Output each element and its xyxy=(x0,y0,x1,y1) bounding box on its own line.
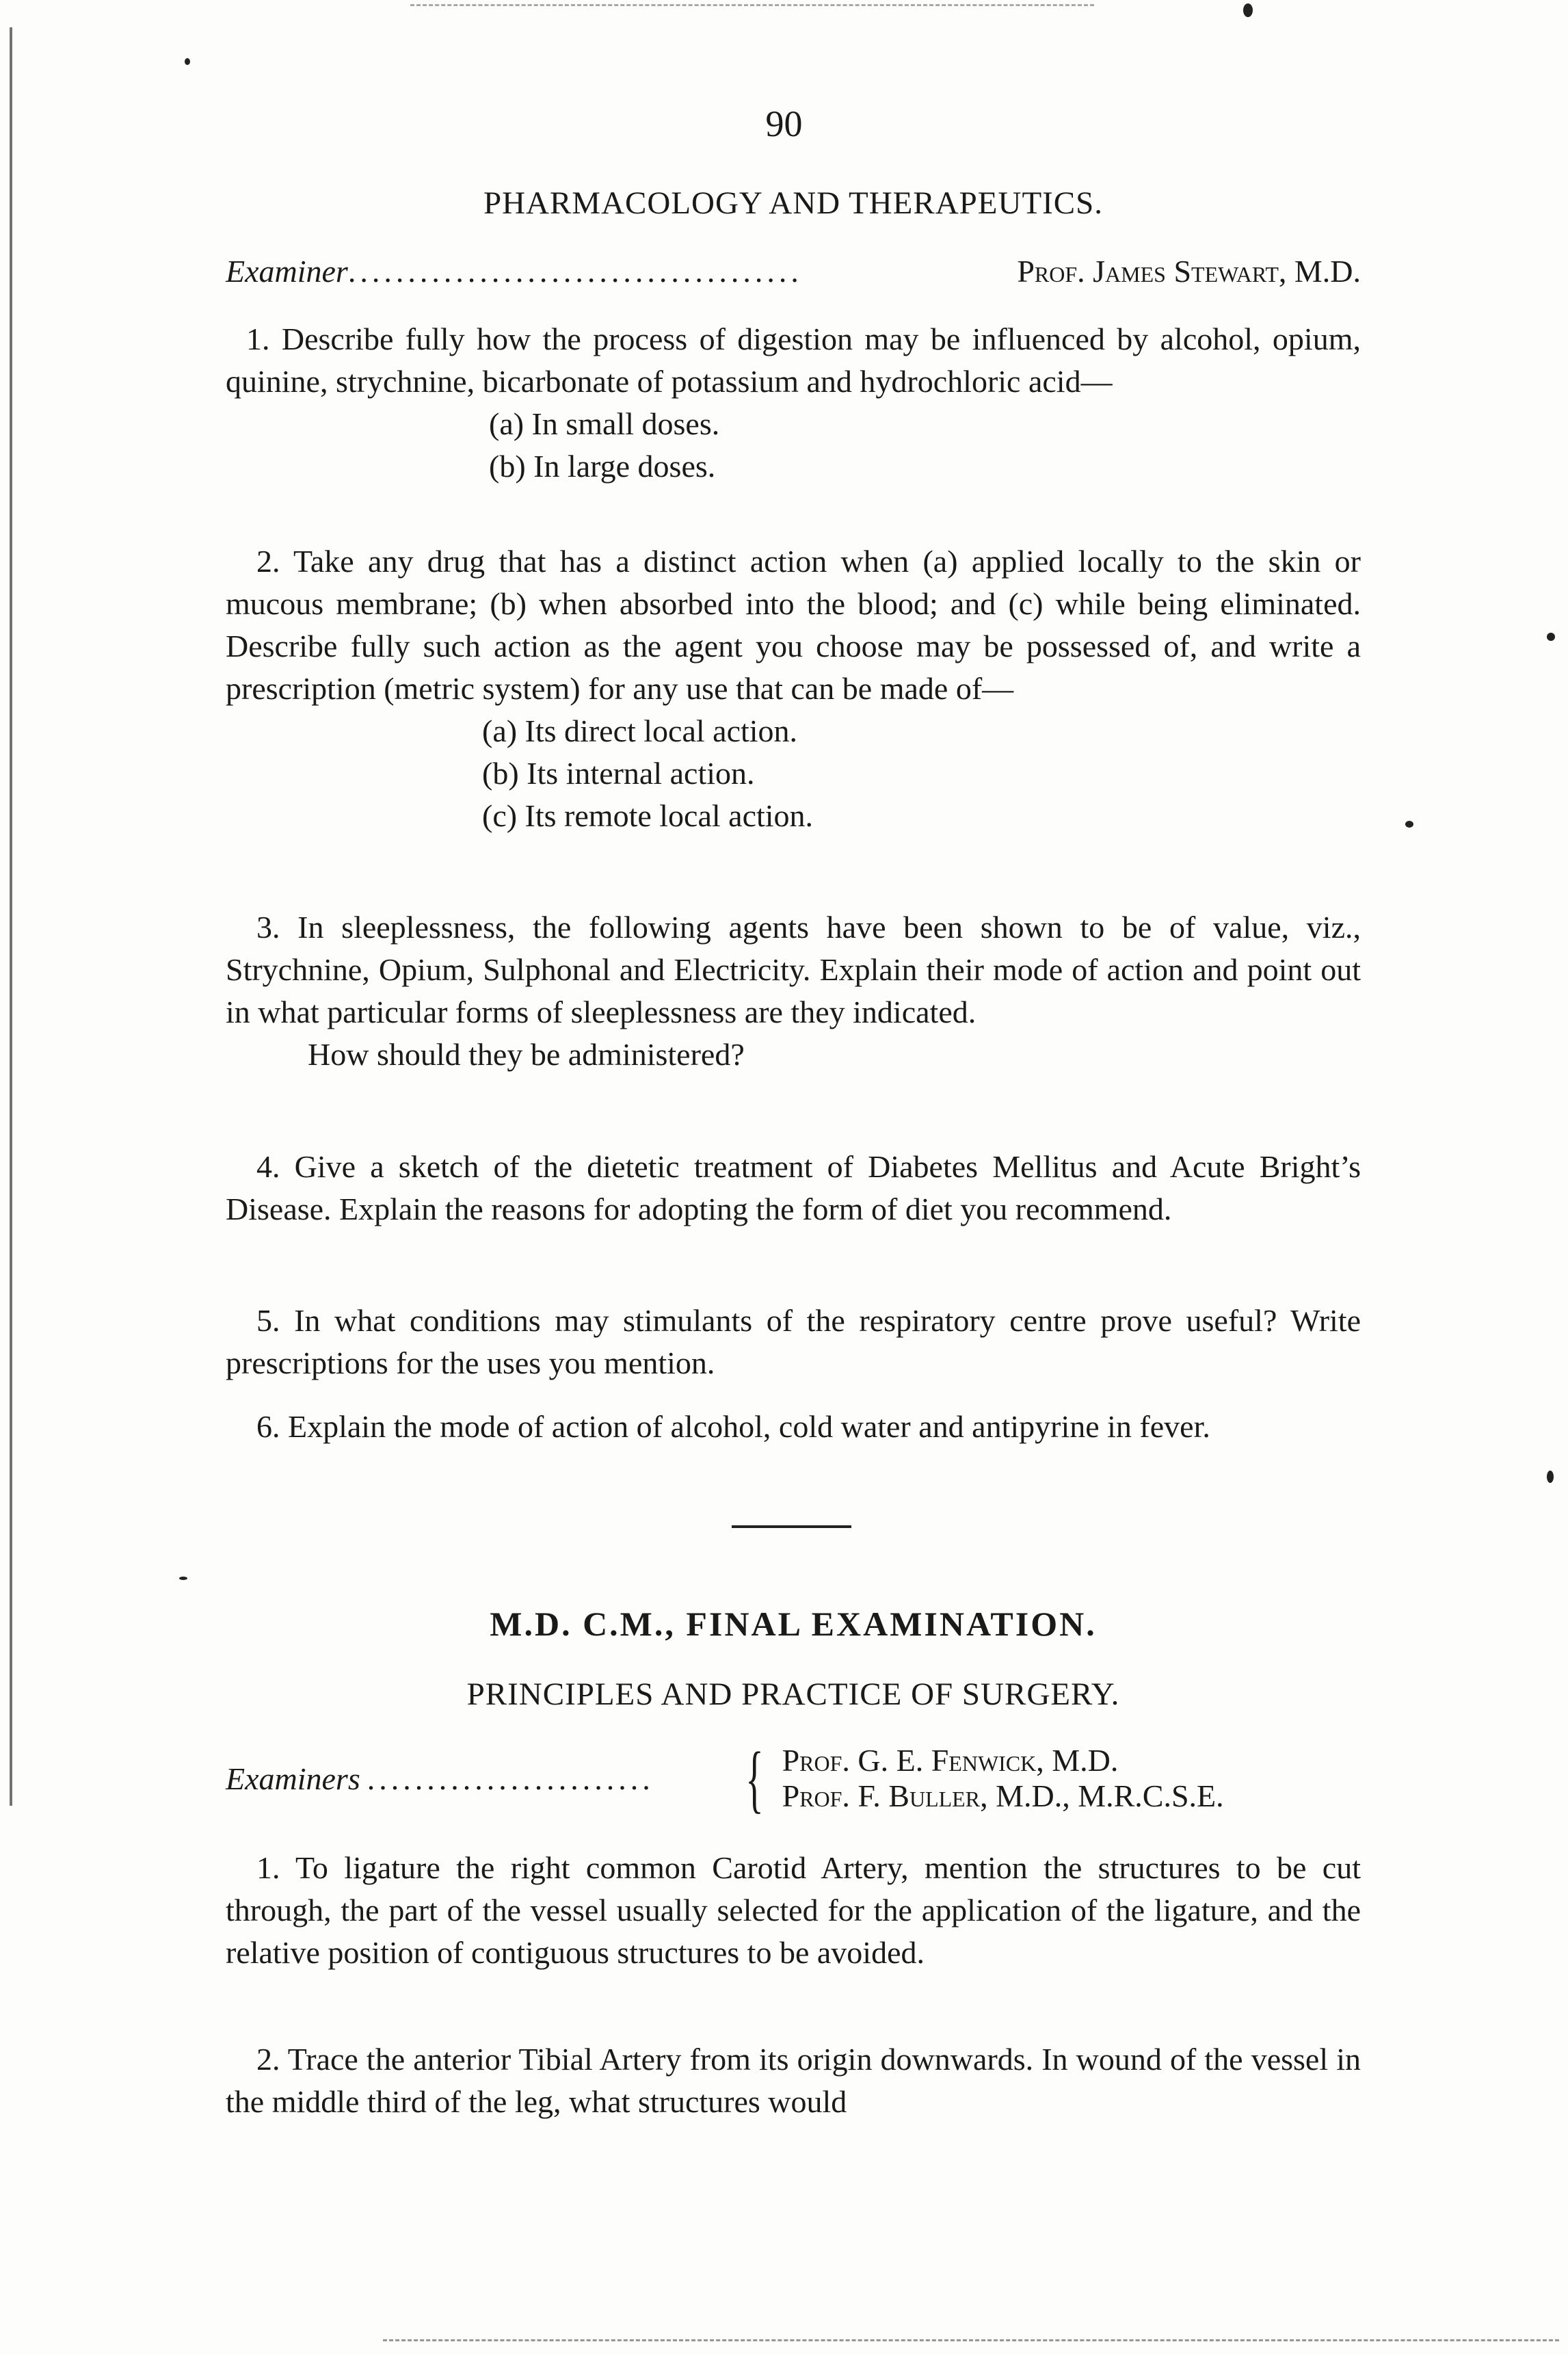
examiner-label: Examiner xyxy=(226,254,348,289)
final-exam-heading: M.D. C.M., FINAL EXAMINATION. xyxy=(490,1605,1097,1643)
pharmacology-section xyxy=(226,185,1361,222)
examiners-block xyxy=(226,1737,1361,1820)
question-block xyxy=(226,2038,1361,2123)
scan-bottom-artifact xyxy=(383,2339,1559,2341)
examiners-label: Examiners xyxy=(226,1761,360,1796)
examiners-leader-dots: ........................ xyxy=(367,1761,654,1796)
question-block xyxy=(226,1406,1361,1448)
question-5: 5. In what conditions may stimulants of the respiratory centre prove useful? Write prescriptions for the uses you mention. xyxy=(226,1303,1361,1380)
page-number: 90 xyxy=(765,103,803,144)
scan-speck xyxy=(1243,3,1253,17)
question-2: 2. Take any drug that has a distinct action when (a) applied locally to the skin or mucous membrane; (b) when absorbed into the blood; and (c) while being eliminated. Describe fully such action as the agent you choose may be possessed of, and write a prescription (metric system) for any use that can be made of— xyxy=(226,544,1361,706)
question-2-part-c: (c) Its remote local action. xyxy=(482,798,814,833)
scan-speck xyxy=(1547,633,1555,641)
scan-speck xyxy=(1547,1471,1554,1483)
examiner-2-name: Prof. F. Buller, M.D., M.R.C.S.E. xyxy=(782,1778,1224,1813)
question-3: 3. In sleeplessness, the following agents have been shown to be of value, viz., Strychnine, Opium, Sulphonal and Electricity. Explain their mode of action and point out in what particular forms of sleeplessness are they indicated. xyxy=(226,910,1361,1029)
question-3-followup: How should they be administered? xyxy=(308,1037,745,1072)
examiner-line xyxy=(226,253,1361,289)
surgery-question-2: 2. Trace the anterior Tibial Artery from its origin downwards. In wound of the vessel in the middle third of the leg, what structures would xyxy=(226,2042,1361,2119)
scan-edge-shadow xyxy=(10,27,12,1806)
question-block xyxy=(226,1300,1361,1384)
scan-speck xyxy=(1405,821,1413,828)
question-block xyxy=(226,1847,1361,1974)
question-1-part-a: (a) In small doses. xyxy=(489,406,720,441)
surgery-title-block xyxy=(226,1676,1361,1713)
question-block xyxy=(226,1146,1361,1231)
question-block xyxy=(226,540,1361,837)
question-2-part-b: (b) Its internal action. xyxy=(482,756,755,791)
question-4: 4. Give a sketch of the dietetic treatment of Diabetes Mellitus and Acute Bright’s Disease. Explain the reasons for adopting the form of diet you recommend. xyxy=(226,1149,1361,1226)
question-1: 1. Describe fully how the process of digestion may be influenced by alcohol, opium, quinine, strychnine, bicarbonate of potassium and hydrochloric acid— xyxy=(226,321,1361,399)
examiner-leader-dots: ...................................... xyxy=(347,254,803,289)
section-divider xyxy=(732,1525,851,1528)
surgery-title: PRINCIPLES AND PRACTICE OF SURGERY. xyxy=(466,1676,1120,1712)
surgery-question-1: 1. To ligature the right common Carotid Artery, mention the structures to be cut through, the part of the vessel usually selected for the application of the ligature, and the relative position of contiguous structures to be avoided. xyxy=(226,1850,1361,1970)
examiner-1-name: Prof. G. E. Fenwick, M.D. xyxy=(782,1743,1119,1778)
scan-top-artifact xyxy=(410,4,1094,6)
final-exam-heading-block xyxy=(226,1604,1361,1644)
scan-speck xyxy=(185,58,190,65)
scan-speck xyxy=(179,1577,187,1580)
question-6: 6. Explain the mode of action of alcohol, cold water and antipyrine in fever. xyxy=(256,1409,1210,1444)
brace-glyph: { xyxy=(745,1737,764,1820)
question-block xyxy=(226,906,1361,1076)
question-1-part-b: (b) In large doses. xyxy=(489,449,716,484)
question-2-part-a: (a) Its direct local action. xyxy=(482,713,798,748)
question-block xyxy=(226,318,1361,488)
section-title: PHARMACOLOGY AND THERAPEUTICS. xyxy=(483,185,1104,221)
examiner-name: Prof. James Stewart, M.D. xyxy=(1017,254,1361,289)
